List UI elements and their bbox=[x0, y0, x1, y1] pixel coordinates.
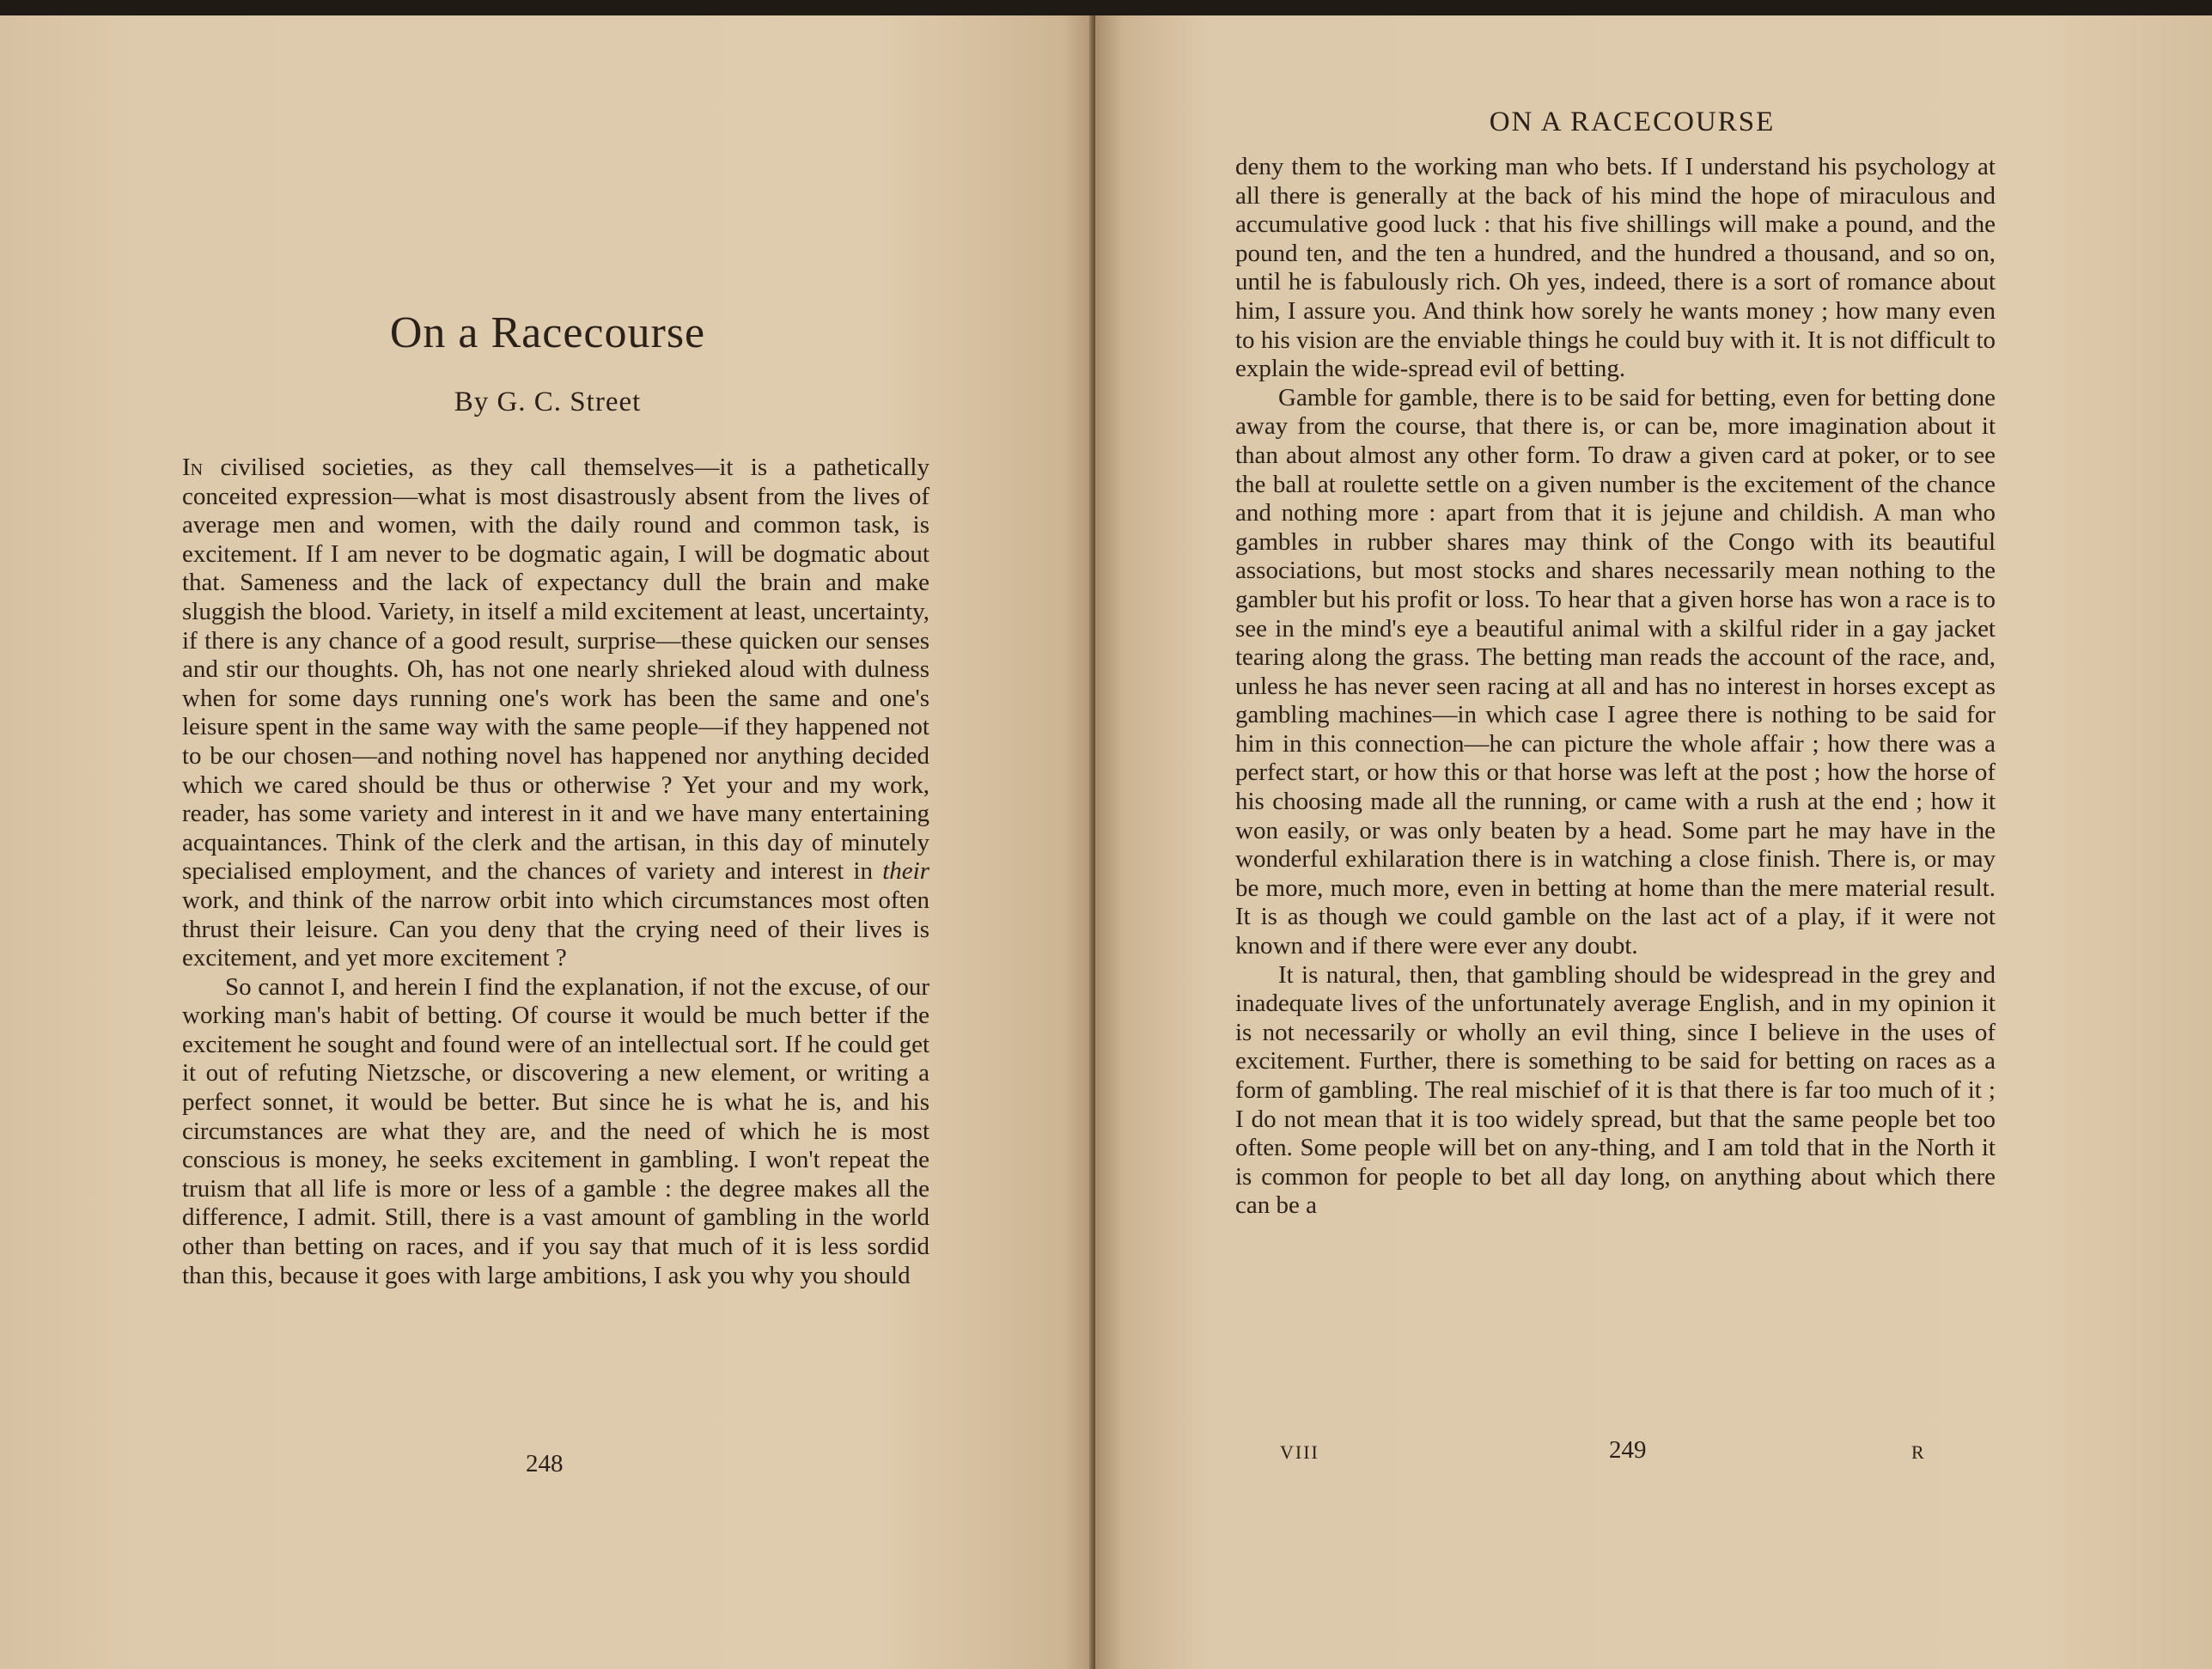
right-page-number: 249 bbox=[1609, 1436, 1647, 1464]
left-paragraph-1-tail: work, and think of the narrow orbit into which circumstances most often thrust their leisure. Can you deny that the crying need of their lives is excitement, and yet more excitement ? bbox=[182, 886, 929, 972]
italic-word: their bbox=[882, 857, 929, 886]
book-spread bbox=[0, 15, 2212, 1669]
left-paragraph-2: So cannot I, and herein I find the explanation, if not the excuse, of our working man's habit of betting. Of course it would be much better if the excitement he sought and found were of an intellectual sort. If he could get it out of refuting Nietzsche, or discovering a new element, or writing a perfect sonnet, it would be better. But since he is what he is, and his circumstances are what they are, and the need of which he is most conscious is money, he seeks excitement in gambling. I won't repeat the truism that all life is more or less of a gamble : the degree makes all the difference, I admit. Still, there is a vast amount of gambling in the world other than betting on races, and if you say that much of it is less sordid than this, because it goes with large ambitions, I ask you why you should bbox=[182, 972, 929, 1289]
signature-mark-left: VIII bbox=[1280, 1441, 1319, 1463]
right-paragraph-1: deny them to the working man who bets. If I understand his psychology at all there is generally at the back of his mind the hope of miraculous and accumulative good luck : that his five shillings will make a pound, and the pound ten, and the ten a hundred, and the hundred a thousand, and so on, until he is fabulously rich. Oh yes, indeed, there is a sort of romance about him, I assure you. And think how sorely he wants money ; how many even to his vision are the enviable things he could buy with it. It is not difficult to explain the wide-spread evil of betting. bbox=[1235, 153, 1996, 383]
left-page bbox=[0, 15, 1095, 1669]
right-paragraph-3: It is natural, then, that gambling should be widespread in the grey and inadequate lives of the unfortunately average English, and in my opinion it is not necessarily or wholly an evil thing, since I believe in the uses of excitement. Further, there is something to be said for betting on races as a form of gambling. The real mischief of it is that there is far too much of it ; I do not mean that it is too widely spread, but that the same people bet too often. Some people will bet on any-thing, and I am told that in the North it is common for people to bet all day long, on anything about which there can be a bbox=[1235, 960, 1996, 1220]
right-body-text bbox=[1235, 153, 1996, 1221]
right-page bbox=[1095, 15, 2212, 1669]
article-title: On a Racecourse bbox=[389, 308, 706, 357]
left-paragraph-1 bbox=[182, 454, 929, 973]
right-paragraph-2: Gamble for gamble, there is to be said for betting, even for betting done away from the course, that there is, or can be, more imagination about it than about almost any other form. To draw a given card at poker, or to see the ball at roulette settle on a given number is the excitement of the chance and nothing more : apart from that it is jejune and childish. A man who gambles in rubber shares may think of the Congo with its beautiful associations, but most stocks and shares necessarily mean nothing to the gambler but his profit or loss. To hear that a given horse has won a race is to see in the mind's eye a beautiful animal with a skilful rider in a gay jacket tearing along the grass. The betting man reads the account of the race, and, unless he has never seen racing at all and has no interest in horses except as gambling machines—in which case I agree there is nothing to be said for him in this connection—he can picture the whole affair ; how there was a perfect start, or how this or that horse was left at the post ; how the horse of his choosing made all the running, or came with a rush at the end ; how it won easily, or was only beaten by a head. Some part he may have in the wonderful exhilaration there is in watching a close finish. There is, or may be more, much more, even in betting at home than the mere material result. It is as though we could gamble on the last act of a play, if it were not known and if there were ever any doubt. bbox=[1235, 383, 1996, 960]
article-byline: By G. C. Street bbox=[454, 387, 642, 417]
left-body-text bbox=[182, 454, 929, 1290]
left-page-number: 248 bbox=[526, 1450, 564, 1477]
dropcap-word: In bbox=[182, 454, 204, 481]
left-paragraph-1-text: civilised societies, as they call themselves—it is a pathetically conceited expression—what is most disastrously absent from the lives of average men and women, with the daily round and common task, is excitement. If I am never to be dogmatic again, I will be dogmatic about that. Sameness and the lack of expectancy dull the brain and make sluggish the blood. Variety, in itself a mild excitement at least, uncertainty, if there is any chance of a good result, surprise—these quicken our senses and stir our thoughts. Oh, has not one nearly shrieked aloud with dulness when for some days running one's work has been the same and one's leisure spent in the same way with the same people—if they happened not to be our chosen—and nothing novel has happened nor anything decided which we cared should be thus or otherwise ? Yet your and my work, reader, has some variety and interest in it and we have many entertaining acquaintances. Think of the clerk and the artisan, in this day of minutely specialised employment, and the chances of variety and interest in bbox=[182, 454, 929, 886]
signature-mark-right: R bbox=[1911, 1441, 1926, 1463]
running-head: ON A RACECOURSE bbox=[1489, 107, 1776, 137]
